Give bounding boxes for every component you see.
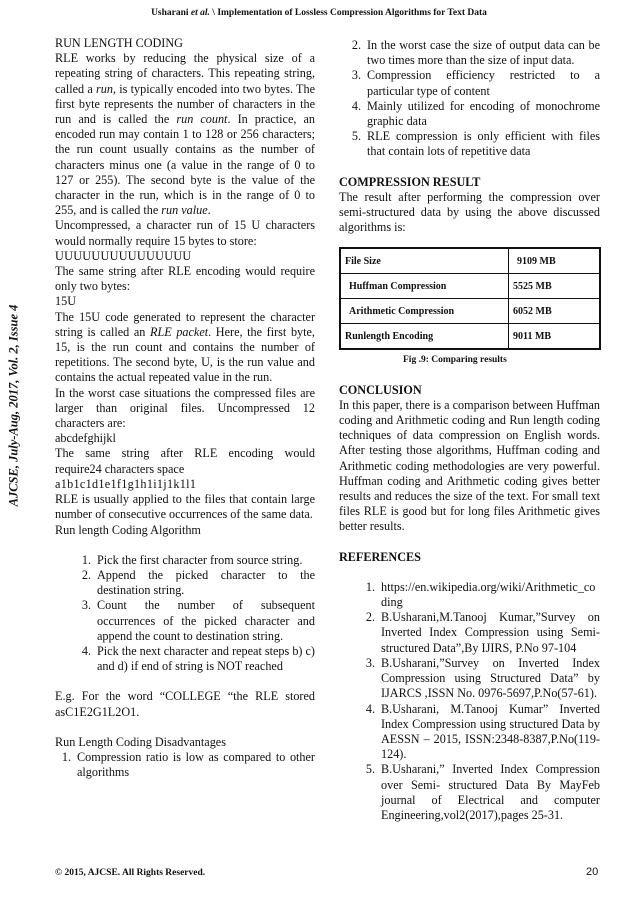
figure-caption: Fig .9: Comparing results <box>403 355 507 366</box>
algorithm-heading: Run length Coding Algorithm <box>55 522 201 537</box>
rle-abc-example: abcdefghijkl <box>55 431 116 446</box>
conclusion-heading: CONCLUSION <box>339 382 422 397</box>
side-journal-text: AJCSE, July-Aug, 2017, Vol. 2, Issue 4 <box>6 304 21 506</box>
list-item: 4. Pick the next character and repeat steps b) c) and d) if end of string is NOT reached <box>81 643 315 674</box>
footer-copyright: © 2015, AJCSE. All Rights Reserved. <box>55 868 206 878</box>
right-column <box>339 38 600 823</box>
table-row: Runlength Encoding 9011 MB <box>341 324 599 348</box>
rle-heading: RUN LENGTH CODING <box>55 36 183 50</box>
list-item: 2. In the worst case the size of output data can be two times more than the size of input data. <box>351 38 600 68</box>
algorithm-steps <box>69 553 315 675</box>
table-row: File Size 9109 MB <box>341 249 599 274</box>
list-item: 5. B.Usharani,” Inverted Index Compression over Semi- structured Data By MayFeb journal of Electrical and computer Engineering,vol2(2017),pages 25-31. <box>365 762 600 822</box>
list-item: 3. Compression efficiency restricted to a particular type of content <box>351 68 600 98</box>
list-item: 1. Compression ratio is low as compared to other algorithms <box>61 749 315 780</box>
list-item: 5. RLE compression is only efficient with files that contain lots of repetitive data <box>351 129 600 159</box>
list-item: 3. Count the number of subsequent occurrences of the picked character and append the count to destination string. <box>81 598 315 643</box>
rle-packet-example: 15U <box>55 294 76 309</box>
compression-result-paragraph: The result after performing the compression over semi-structured data by using the above discussed algorithms is: <box>339 189 600 235</box>
results-table <box>339 247 601 350</box>
rle-paragraph-4: The 15U code generated to represent the character string is called an RLE packet. Here, the first byte, 15, is the run count and contains the number of repetitions. The second byte, U, is the run value and contains the actual repeated value in the run. <box>55 309 315 385</box>
references-list <box>353 580 600 823</box>
list-item: 2. B.Usharani,M.Tanooj Kumar,”Survey on Inverted Index Compression using Semi-structured Data”,By IJIRS, P.No 97-104 <box>365 610 600 655</box>
header-title: Implementation of Lossless Compression Algorithms for Text Data <box>217 8 487 18</box>
running-header <box>0 8 638 18</box>
left-column <box>55 36 315 780</box>
rle-paragraph-3: The same string after RLE encoding would require only two bytes: <box>55 264 315 294</box>
table-row: Arithmetic Compression 6052 MB <box>341 299 599 324</box>
table-row: Huffman Compression 5525 MB <box>341 274 599 299</box>
list-item: 4. B.Usharani, M.Tanooj Kumar” Inverted Index Compression using structured Data by AESSN – 2015, ISSN:2348-8387,P.No(119-124). <box>365 701 600 762</box>
rle-encoded-example: a1b1c1d1e1f1g1h1i1j1k1l1 <box>55 476 197 491</box>
header-author: Usharani <box>151 8 189 18</box>
rle-paragraph-1: RLE works by reducing the physical size of a repeating string of characters. This repeating string, called a run, is typically encoded into two bytes. The first byte represents the number of characters in the run and is called the run count. In practice, an encoded run may contain 1 to 128 or 256 characters; the run count usually contains as the number of characters minus one (a value in the range of 0 to 127 or 255). The second byte is the value of the character in the run, which is in the range of 0 to 255, and is called the run value. <box>55 51 315 218</box>
rle-paragraph-7: RLE is usually applied to the files that contain large number of consecutive occurrences of the same data. <box>55 492 315 522</box>
disadvantages-list <box>49 750 315 780</box>
list-item: 4. Mainly utilized for encoding of monochrome graphic data <box>351 98 600 129</box>
rle-paragraph-6: The same string after RLE encoding would require24 characters space <box>55 446 315 476</box>
list-item: 1. https://en.wikipedia.org/wiki/Arithmetic_coding <box>365 579 596 610</box>
side-journal-label <box>2 240 26 570</box>
references-heading: REFERENCES <box>339 549 421 564</box>
rle-uncompressed-run: UUUUUUUUUUUUUUU <box>55 248 192 263</box>
page-number: 20 <box>586 866 599 878</box>
rle-paragraph-5: In the worst case situations the compressed files are larger than original files. Uncompressed 12 characters are: <box>55 385 315 431</box>
list-item: 3. B.Usharani,”Survey on Inverted Index Compression using Structured Data” by IJARCS ,ISSN No. 0976-5697,P.No(57-61). <box>365 655 600 701</box>
list-item: 2. Append the picked character to the destination string. <box>81 567 315 598</box>
header-etal: et al. <box>190 8 210 18</box>
rle-paragraph-2: Uncompressed, a character run of 15 U characters would normally require 15 bytes to store: <box>55 218 315 248</box>
disadvantages-list-continued <box>339 38 600 160</box>
list-item: 1. Pick the first character from source string. <box>81 552 303 567</box>
disadvantages-heading: Run Length Coding Disadvantages <box>55 734 226 749</box>
conclusion-paragraph: In this paper, there is a comparison between Huffman coding and Arithmetic coding and Run length coding techniques of data compression on English words. After testing those algorithms, Huffman coding and Arithmetic coding methodologies are very powerful. Huffman coding and Arithmetic coding gives better results and reduces the size of the text. For small text files RLE is good but for long files Arithmetic gives better results. <box>339 397 600 534</box>
compression-result-heading: COMPRESSION RESULT <box>339 174 481 189</box>
example-text: E.g. For the word “COLLEGE “the RLE stored asC1E2G1L2O1. <box>55 689 315 719</box>
header-separator: \ <box>209 8 218 18</box>
